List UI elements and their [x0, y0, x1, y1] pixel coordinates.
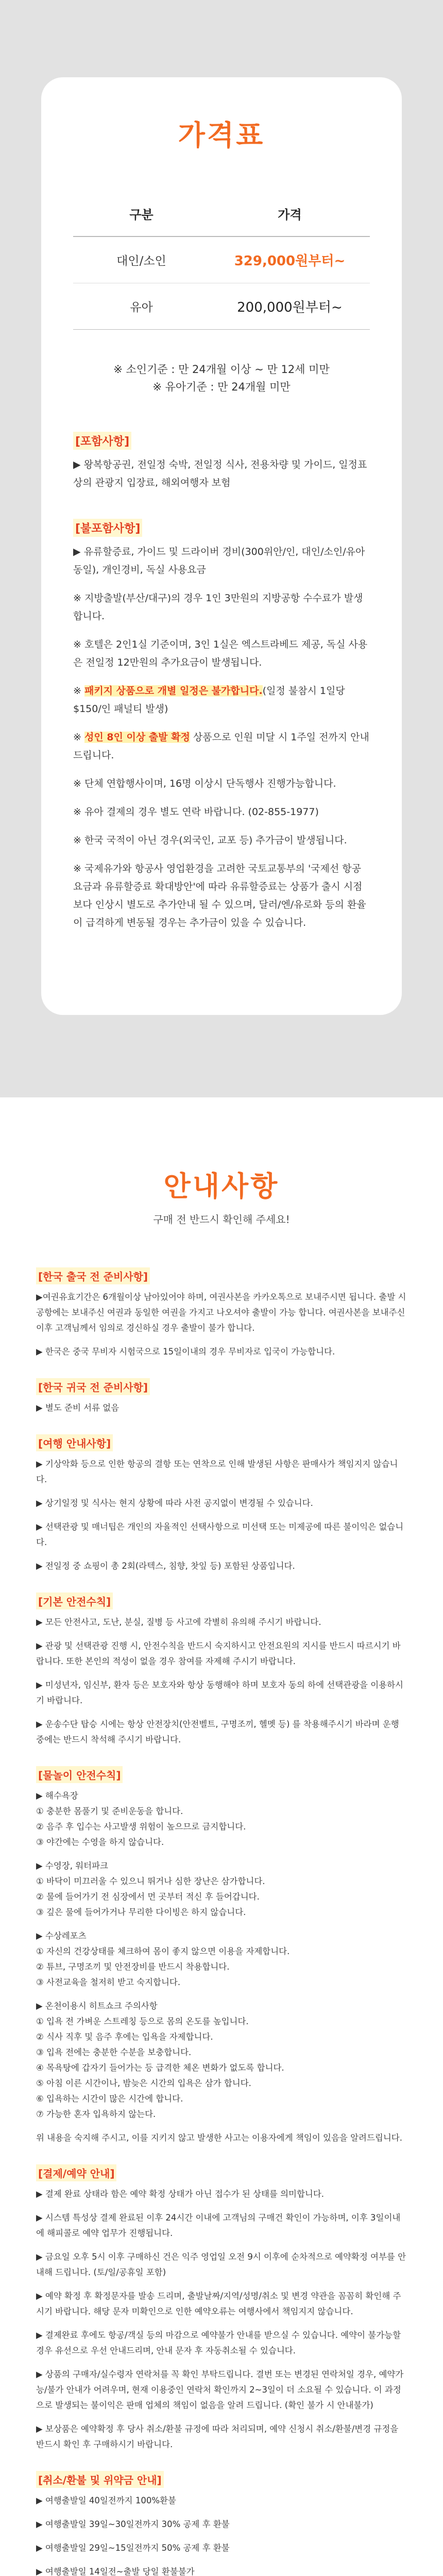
list-item: ▶ 상기일정 및 식사는 현지 상황에 따라 사전 공지없이 변경될 수 있습니다.: [36, 1498, 313, 1508]
list-item: ▶ 온천이용시 히트쇼크 주의사항: [36, 2001, 158, 2011]
excluded-item: ▶ 유류할증료, 가이드 및 드라이버 경비(300위안/인, 대인/소인/유아 동일), 개인경비, 독실 사용요금: [73, 546, 365, 575]
list-item: ▶ 모든 안전사고, 도난, 분실, 질병 등 사고에 각별히 유의해 주시기 바랍니다.: [36, 1617, 321, 1627]
safety-rules-section: [36, 1592, 407, 1748]
list-item: ③ 야간에는 수영을 하지 않습니다.: [36, 1837, 164, 1847]
child-age-note: ※ 소인기준 : 만 24개월 이상 ~ 만 12세 미만: [113, 363, 330, 376]
guide-subtitle: 구매 전 반드시 확인해 주세요!: [153, 1213, 290, 1226]
list-item: ▶ 보상품은 예약확정 후 당사 취소/환불 규정에 따라 처리되며, 예약 신청시 취소/환불/변경 규정을 반드시 확인 후 구매하시기 바랍니다.: [36, 2424, 399, 2449]
list-item: ▶ 결제완료 후에도 항공/객실 등의 마감으로 예약불가 안내를 받으실 수 있습니다. 예약이 불가능할 경우 유선으로 우선 안내드리며, 안내 문자 후 자동취소될 수 있습니다.: [36, 2330, 401, 2355]
excluded-section: [73, 519, 370, 932]
included-text: ▶ 왕복항공권, 전일정 숙박, 전일정 식사, 전용차량 및 가이드, 일정표 상의 관광지 입장료, 해외여행자 보험: [73, 459, 367, 488]
list-item: ▶ 수영장, 워터파크: [36, 1861, 108, 1871]
list-item: ② 물에 들어가기 전 심장에서 먼 곳부터 적신 후 들어갑니다.: [36, 1892, 260, 1902]
excluded-item: [73, 682, 370, 718]
guide-title: 안내사항: [163, 1170, 280, 1202]
highlight-text: 성인 8인 이상 출발 확정: [84, 732, 190, 743]
price-row-label: 대인/소인: [116, 255, 166, 268]
list-item: ▶ 전일정 중 쇼핑이 총 2회(라텍스, 침향, 찻잎 등) 포함된 상품입니다.: [36, 1561, 295, 1571]
excluded-heading: [불포함사항]: [73, 519, 142, 537]
payment-section: [36, 2164, 407, 2452]
list-item: ▶ 여행출발일 14일전~출발 당일 환불불가: [36, 2567, 195, 2576]
section-heading: [취소/환불 및 위약금 안내]: [36, 2471, 164, 2488]
return-prep-section: [36, 1378, 407, 1416]
excluded-item: ※ 단체 연합행사이며, 16명 이상시 단독행사 진행가능합니다.: [73, 778, 336, 789]
price-table-header: [73, 205, 370, 236]
price-col-right: 가격: [278, 208, 302, 222]
price-table: [73, 205, 370, 330]
table-row: [73, 236, 370, 283]
price-card: [41, 77, 402, 1015]
excluded-item: ※ 호텔은 2인1실 기준이며, 3인 1실은 엑스트라베드 제공, 독실 사용은 전일정 12만원의 추가요금이 발생됩니다.: [73, 639, 368, 668]
list-item: ▶ 해수욕장: [36, 1791, 78, 1801]
excluded-item: ※ 유아 결제의 경우 별도 연락 바랍니다. (02-855-1977): [73, 806, 319, 818]
list-item: ▶ 시스템 특성상 결제 완료된 이후 24시간 이내에 고객님의 구매건 확인이 가능하며, 이후 3일이내에 해피콜로 예약 업무가 진행됩니다.: [36, 2213, 401, 2238]
list-item: ▶ 관광 및 선택관광 진행 시, 안전수칙을 반드시 숙지하시고 안전요원의 지시를 반드시 따르시기 바랍니다. 또한 본인의 적성이 없을 경우 참여를 자제해 주시기 바랍니다.: [36, 1641, 401, 1666]
section-heading: [한국 출국 전 준비사항]: [36, 1267, 150, 1284]
price-row-label: 유아: [73, 283, 210, 330]
list-item: ▶ 운송수단 탑승 시에는 항상 안전장치(안전벨트, 구명조끼, 헬멧 등) 를 착용해주시기 바라며 운행 중에는 반드시 착석해 주시기 바랍니다.: [36, 1719, 399, 1744]
list-item: ▶ 여행출발일 39일~30일전까지 30% 공제 후 환불: [36, 2519, 230, 2529]
price-row-value: 200,000원부터~: [210, 283, 370, 330]
list-item: ① 입욕 전 가벼운 스트레칭 등으로 몸의 온도를 높입니다.: [36, 2016, 249, 2026]
table-row: [73, 283, 370, 330]
list-item: ▶ 한국은 중국 무비자 시험국으로 15일이내의 경우 무비자로 입국이 가능합니다.: [36, 1347, 335, 1357]
list-item: ① 충분한 몸풀기 및 준비운동을 합니다.: [36, 1806, 183, 1816]
section-heading: [여행 안내사항]: [36, 1434, 113, 1451]
list-item: ② 음주 후 입수는 사고발생 위험이 높으므로 금지합니다.: [36, 1822, 246, 1832]
list-item: ① 바닥이 미끄러울 수 있으니 뛰거나 심한 장난은 삼가합니다.: [36, 1876, 265, 1886]
highlight-text: 패키지 상품으로 개별 일정은 불가합니다.: [84, 685, 263, 697]
list-item: ⑥ 입욕하는 시간이 많은 시간에 합니다.: [36, 2094, 183, 2104]
travel-info-section: [36, 1434, 407, 1574]
excluded-item: ※ 국제유가와 항공사 영업환경을 고려한 국토교통부의 '국제선 항공 요금과 유류할증료 확대방안'에 따라 유류할증료는 상품가 출시 시점 보다 인상시 별도로 추가안내 될 수 있으며, 달러/엔/유로화 등의 환율이 급격하게 변동될 경우는 추가금이 있을 수 있습니다.: [73, 863, 366, 928]
included-section: [73, 432, 370, 492]
water-safety-section: [36, 1766, 407, 2146]
list-item: ① 자신의 건강상태를 체크하여 몸이 좋지 않으면 이용을 자제합니다.: [36, 1946, 290, 1956]
list-item: ▶ 미성년자, 임신부, 환자 등은 보호자와 항상 동행해야 하며 보호자 동의 하에 선택관광을 이용하시기 바랍니다.: [36, 1680, 403, 1705]
list-item: ▶ 여행출발일 40일전까지 100%환불: [36, 2496, 176, 2505]
price-row-value: 329,000원부터~: [234, 253, 346, 269]
excluded-item: [73, 728, 370, 765]
list-item: ▶ 결제 완료 상태라 함은 예약 확정 상태가 아닌 접수가 된 상태를 의미합니다.: [36, 2189, 325, 2199]
section-heading: [결제/예약 안내]: [36, 2164, 116, 2181]
list-item: ② 식사 직후 및 음주 후에는 입욕을 자제합니다.: [36, 2032, 213, 2042]
list-item: ③ 입욕 전에는 충분한 수분을 보충합니다.: [36, 2047, 192, 2057]
excluded-item: ※ 한국 국적이 아닌 경우(외국인, 교포 등) 추가금이 발생됩니다.: [73, 835, 347, 846]
list-item: ④ 목욕탕에 갑자기 들어가는 등 급격한 체온 변화가 없도록 합니다.: [36, 2063, 284, 2073]
list-item: ③ 깊은 물에 들어가거나 무리한 다이빙은 하지 않습니다.: [36, 1907, 246, 1917]
price-col-left: 구분: [129, 208, 154, 222]
age-notes: [73, 361, 370, 396]
list-item: ▶ 별도 준비 서류 없음: [36, 1403, 120, 1413]
excluded-item: ※ 지방출발(부산/대구)의 경우 1인 3만원의 지방공항 수수료가 발생합니다.: [73, 592, 363, 622]
list-item: ③ 사전교육을 철저히 받고 숙지합니다.: [36, 1977, 181, 1987]
guide-section: [0, 1097, 443, 2576]
list-item: ▶ 수상레포츠: [36, 1931, 87, 1941]
excluded-mark: ※: [73, 685, 84, 697]
included-heading: [포함사항]: [73, 432, 131, 450]
list-item: ▶ 금요일 오후 5시 이후 구매하신 건은 익주 영업일 오전 9시 이후에 순차적으로 예약확정 여부를 안내해 드립니다. (토/일/공휴일 포함): [36, 2252, 406, 2277]
section-heading: [물놀이 안전수칙]: [36, 1766, 123, 1783]
excluded-text: 상품으로 인원 미달 시 1주일 전까지 안내 드립니다.: [73, 732, 369, 761]
list-item: 위 내용을 숙지해 주시고, 이를 지키지 않고 발생한 사고는 이용자에게 책임이 있음을 알려드립니다.: [36, 2133, 402, 2143]
list-item: ⑤ 아침 이른 시간이나, 밤늦은 시간의 입욕은 삼가 합니다.: [36, 2078, 251, 2088]
list-item: ▶ 선택관광 및 매너팁은 개인의 자율적인 선택사항으로 미선택 또는 미제공에 따른 불이익은 없습니다.: [36, 1522, 404, 1547]
list-item: ▶ 기상악화 등으로 인한 항공의 결항 또는 연착으로 인해 발생된 사항은 판매사가 책임지지 않습니다.: [36, 1459, 398, 1484]
infant-age-note: ※ 유아기준 : 만 24개월 미만: [152, 381, 291, 393]
price-title: 가격표: [178, 119, 265, 151]
list-item: ▶ 여행출발일 29일~15일전까지 50% 공제 후 환불: [36, 2543, 230, 2553]
departure-prep-section: [36, 1267, 407, 1360]
refund-section: [36, 2471, 407, 2576]
list-item: ② 튜브, 구명조끼 및 안전장비를 반드시 착용합니다.: [36, 1962, 230, 1972]
list-item: ▶ 예약 확정 후 확정문자를 발송 드리며, 출발날짜/지역/성명/취소 및 변경 약관을 꼼꼼히 확인해 주시기 바랍니다. 해당 문자 미확인으로 인한 예약오류는 여행사에서 책임지지 않습니다.: [36, 2291, 401, 2316]
section-heading: [기본 안전수칙]: [36, 1592, 113, 1609]
list-item: ▶ 상품의 구매자/실수령자 연락처를 꼭 확인 부탁드립니다. 결번 또는 변경된 연락처일 경우, 예약가능/불가 안내가 어려우며, 현재 이용중인 연락처 확인까지 2~3일이 더 소요될 수 있습니다. 이 과정으로 발생되는 불이익은 판매 업체의 책임이 없음을 알려 드립니다. (확인 불가 시 안내불가): [36, 2369, 404, 2410]
price-section: [0, 0, 443, 1097]
list-item: ⑦ 가능한 혼자 입욕하지 않는다.: [36, 2109, 156, 2119]
excluded-mark: ※: [73, 732, 84, 743]
section-heading: [한국 귀국 전 준비사항]: [36, 1378, 150, 1395]
list-item: ▶여권유효기간은 6개월이상 남아있어야 하며, 여권사본을 카카오톡으로 보내주시면 됩니다. 출발 시 공항에는 보내주신 여권과 동일한 여권을 가지고 나오셔야 출발이 가능 합니다. 여권사본을 보내주신 이후 고객님께서 임의로 경신하실 경우 출발이 불가 합니다.: [36, 1292, 406, 1333]
excluded-text: (일정 불참시 1일당 $150/인 패널티 발생): [73, 685, 345, 715]
